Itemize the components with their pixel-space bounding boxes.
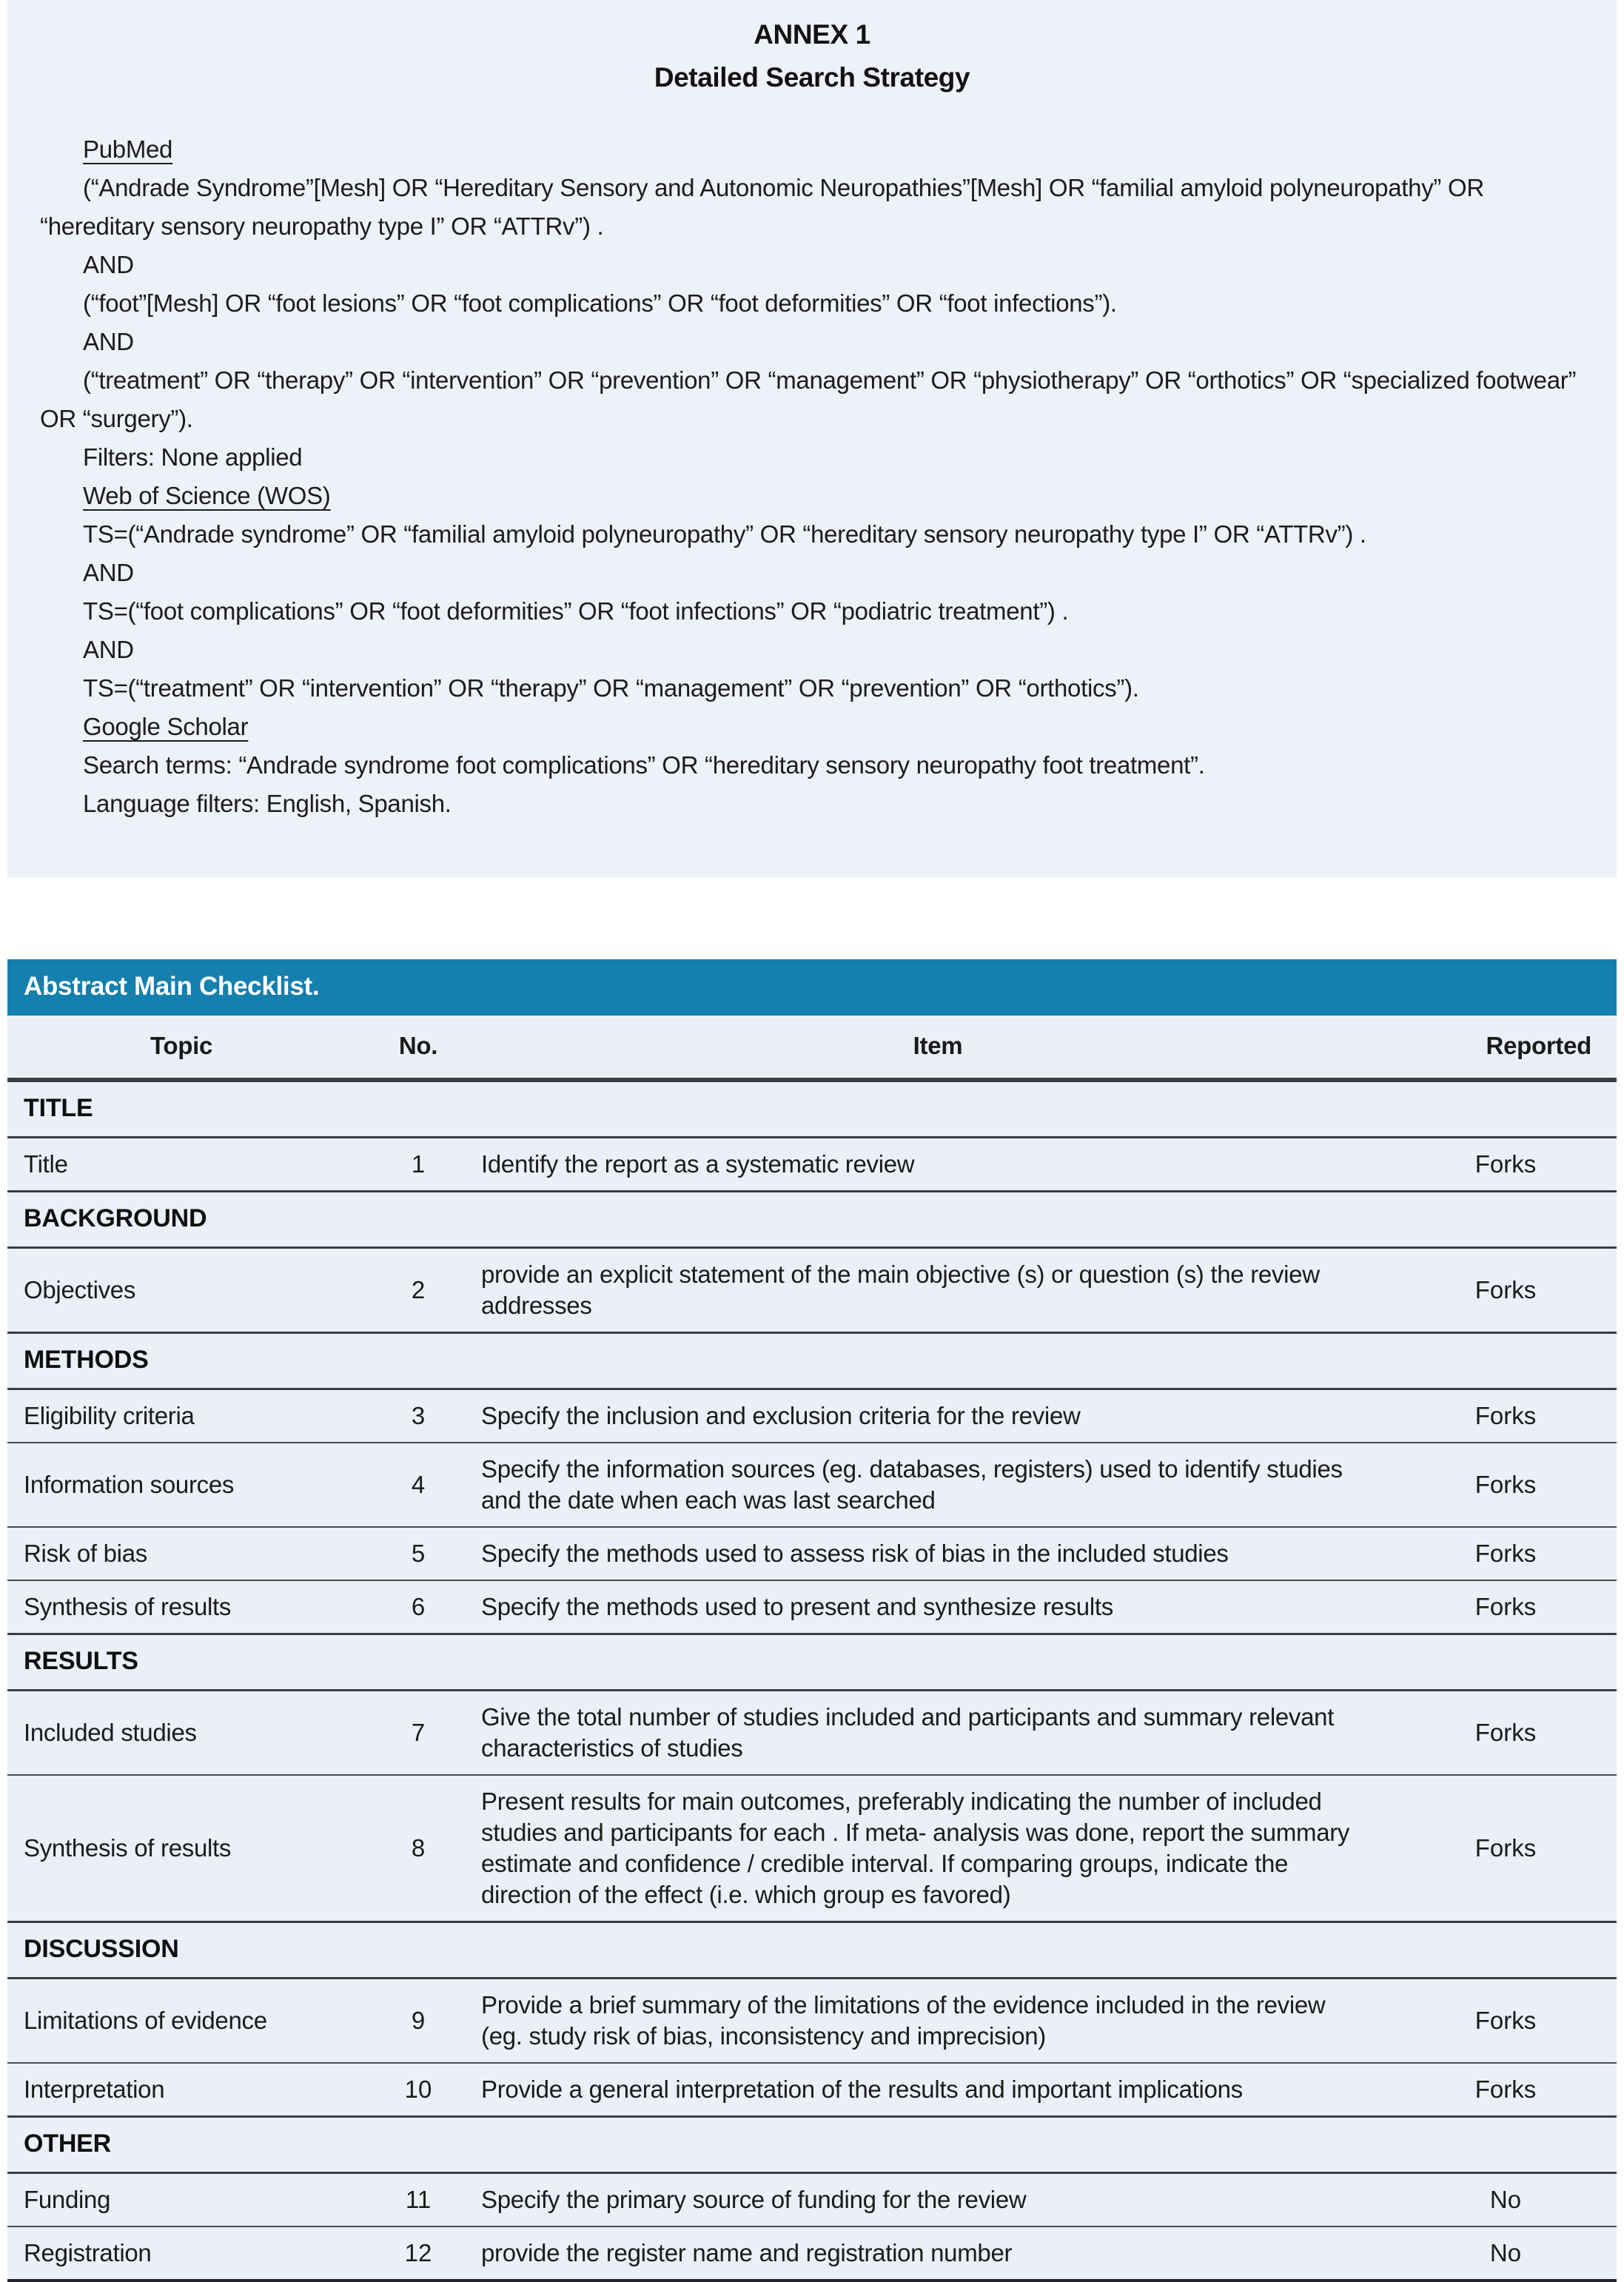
table-row: [7, 1246, 1617, 1332]
reported-cell: Forks: [1474, 1471, 1537, 1498]
search-strategy-line: Google Scholar: [83, 713, 249, 740]
table-row: [7, 2062, 1617, 2115]
table-section-row: [7, 1921, 1617, 1977]
item-cell: Present results for main outcomes, preferably indicating the number of included studies and participants for each . If meta- analysis was done, report the summary estimate and confidence / credible interval. If comparing groups, indicate the direction of the effect (i.e. which group es favored): [481, 1788, 1350, 1908]
item-cell: Specify the primary source of funding for the review: [481, 2186, 1027, 2213]
reported-cell: Forks: [1474, 1593, 1537, 1620]
reported-cell: Forks: [1474, 1540, 1537, 1567]
item-cell: Identify the report as a systematic review: [481, 1150, 915, 1178]
reported-cell: No: [1489, 2239, 1522, 2266]
item-cell: provide an explicit statement of the main objective (s) or question (s) the review addresses: [481, 1261, 1320, 1319]
table-title-bar: Abstract Main Checklist.: [7, 959, 1617, 1016]
table-column-header-row: [7, 1016, 1617, 1080]
search-strategy-line: Web of Science (WOS): [83, 482, 331, 509]
column-header-no: No.: [398, 1032, 438, 1059]
topic-cell: Objectives: [24, 1276, 136, 1303]
reported-cell: Forks: [1474, 1719, 1537, 1746]
item-cell: Specify the information sources (eg. databases, registers) used to identify studies and the date when each was last searched: [481, 1455, 1343, 1514]
no-cell: 10: [404, 2075, 432, 2103]
search-strategy-line: (“foot”[Mesh] OR “foot lesions” OR “foot complications” OR “foot deformities” OR “foot infections”).: [83, 289, 1117, 317]
table-row: [7, 1774, 1617, 1921]
no-cell: 7: [411, 1719, 426, 1746]
search-strategy-line: Language filters: English, Spanish.: [83, 790, 452, 817]
reported-cell: Forks: [1474, 1834, 1537, 1862]
topic-cell: OTHER: [24, 2130, 112, 2158]
table-section-row: [7, 1080, 1617, 1136]
topic-cell: Synthesis of results: [24, 1834, 232, 1862]
topic-cell: Information sources: [24, 1471, 235, 1498]
reported-cell: Forks: [1474, 1276, 1537, 1303]
topic-cell: DISCUSSION: [24, 1935, 179, 1963]
reported-cell: No: [1489, 2186, 1522, 2213]
reported-cell: Forks: [1474, 1150, 1537, 1178]
table-row: [7, 1977, 1617, 2062]
search-strategy-line: TS=(“foot complications” OR “foot deformities” OR “foot infections” OR “podiatric treatment”) .: [83, 597, 1069, 625]
no-cell: 9: [411, 2007, 426, 2034]
search-strategy-line: Search terms: “Andrade syndrome foot complications” OR “hereditary sensory neuropathy foot treatment”.: [83, 751, 1205, 779]
table-body: [7, 1080, 1617, 2282]
column-header-topic: Topic: [150, 1032, 213, 1059]
search-strategy-line: AND: [83, 251, 134, 278]
search-strategy-line: AND: [83, 559, 134, 586]
reported-cell: Forks: [1474, 1402, 1537, 1429]
table-row: [7, 1526, 1617, 1580]
annex-title: ANNEX 1: [754, 19, 870, 50]
no-cell: 12: [404, 2239, 432, 2266]
no-cell: 8: [411, 1834, 426, 1862]
table-row: [7, 1136, 1617, 1190]
item-cell: Provide a general interpretation of the results and important implications: [481, 2075, 1243, 2103]
item-cell: Specify the methods used to present and synthesize results: [481, 1593, 1113, 1620]
no-cell: 5: [411, 1540, 426, 1567]
no-cell: 1: [411, 1150, 426, 1178]
column-header-item: Item: [913, 1032, 963, 1059]
topic-cell: Limitations of evidence: [24, 2007, 267, 2034]
search-strategy-line: (“Andrade Syndrome”[Mesh] OR “Hereditary Sensory and Autonomic Neuropathies”[Mesh] OR “familial amyloid polyneuropathy” OR “hereditary sensory neuropathy type I” OR “ATTRv”) .: [40, 174, 1484, 240]
table-row: [7, 1580, 1617, 1633]
annex-subtitle: Detailed Search Strategy: [654, 62, 970, 93]
column-header-reported: Reported: [1486, 1032, 1591, 1059]
item-cell: Give the total number of studies included and participants and summary relevant characteristics of studies: [481, 1703, 1335, 1762]
topic-cell: Included studies: [24, 1719, 197, 1746]
abstract-checklist-table: [7, 959, 1617, 2282]
table-section-row: [7, 1633, 1617, 1689]
search-strategy-line: TS=(“Andrade syndrome” OR “familial amyloid polyneuropathy” OR “hereditary sensory neuropathy type I” OR “ATTRv”) .: [83, 520, 1366, 548]
search-strategy-line: Filters: None applied: [83, 443, 303, 471]
topic-cell: BACKGROUND: [24, 1204, 207, 1232]
topic-cell: Risk of bias: [24, 1540, 147, 1567]
table-section-row: [7, 1190, 1617, 1246]
search-strategy-line: AND: [83, 636, 134, 663]
table-row: [7, 2226, 1617, 2279]
no-cell: 3: [411, 1402, 426, 1429]
table-section-row: [7, 2115, 1617, 2172]
topic-cell: RESULTS: [24, 1647, 138, 1675]
table-row: [7, 2172, 1617, 2226]
table-row: [7, 1689, 1617, 1774]
item-cell: Specify the inclusion and exclusion criteria for the review: [481, 1402, 1081, 1429]
table-row: [7, 1388, 1617, 1442]
item-cell: Provide a brief summary of the limitations of the evidence included in the review (eg. study risk of bias, inconsistency and imprecision): [481, 1991, 1326, 2050]
topic-cell: Title: [24, 1150, 68, 1178]
topic-cell: Interpretation: [24, 2075, 165, 2103]
no-cell: 11: [405, 2186, 432, 2213]
reported-cell: Forks: [1474, 2075, 1537, 2103]
topic-cell: Eligibility criteria: [24, 1402, 195, 1429]
search-strategy-line: (“treatment” OR “therapy” OR “intervention” OR “prevention” OR “management” OR “physiotherapy” OR “orthotics” OR “specialized footwear” OR “surgery”).: [40, 366, 1577, 432]
topic-cell: Registration: [24, 2239, 152, 2266]
item-cell: provide the register name and registration number: [481, 2239, 1013, 2266]
topic-cell: Synthesis of results: [24, 1593, 232, 1620]
topic-cell: TITLE: [24, 1094, 93, 1122]
no-cell: 2: [411, 1276, 426, 1303]
topic-cell: METHODS: [24, 1346, 149, 1374]
no-cell: 4: [411, 1471, 426, 1498]
table-section-row: [7, 1332, 1617, 1388]
search-strategy-line: TS=(“treatment” OR “intervention” OR “therapy” OR “management” OR “prevention” OR “orthotics”).: [83, 674, 1139, 702]
search-strategy-line: PubMed: [83, 135, 173, 163]
search-strategy-body: [40, 130, 1584, 823]
search-strategy-panel: [7, 0, 1617, 878]
search-strategy-line: AND: [83, 328, 134, 355]
topic-cell: Funding: [24, 2186, 111, 2213]
reported-cell: Forks: [1474, 2007, 1537, 2034]
item-cell: Specify the methods used to assess risk of bias in the included studies: [481, 1540, 1229, 1567]
no-cell: 6: [411, 1593, 426, 1620]
table-row: [7, 1442, 1617, 1526]
